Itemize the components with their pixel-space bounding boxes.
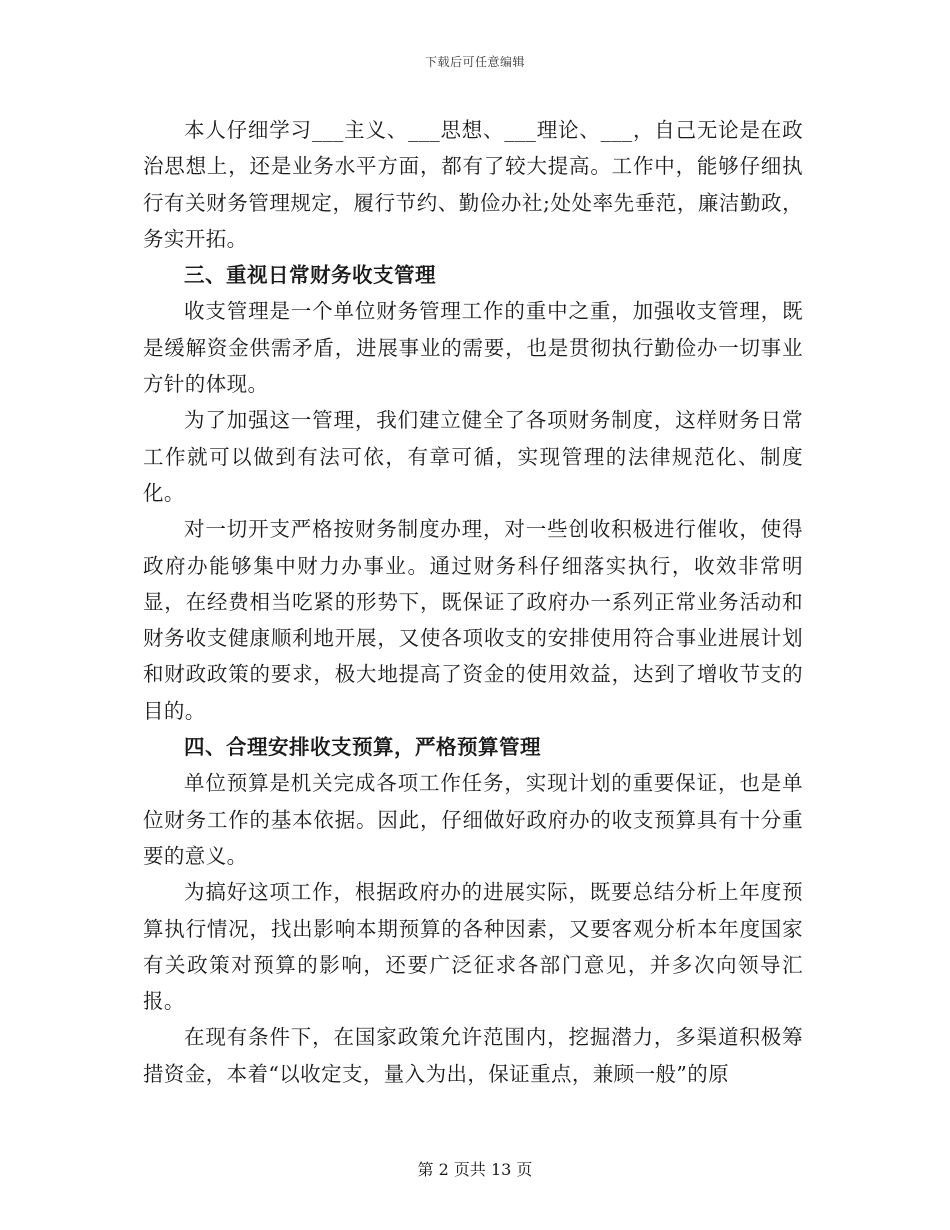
paragraph-budget: 单位预算是机关完成各项工作任务，实现计划的重要保证，也是单位财务工作的基本依据。因此，仔细做好政府办的收支预算具有十分重要的意义。 (143, 771, 803, 868)
page-number-footer: 第 2 页共 13 页 (417, 1160, 533, 1179)
paragraph-budget-work: 为搞好这项工作，根据政府办的进展实际，既要总结分析上年度预算执行情况，找出影响本期预算的各种因素，又要客观分析本年度国家有关政策对预算的影响，还要广泛征求各部门意见，并多次向领导汇报。 (143, 880, 803, 1014)
page-header-note: 下载后可任意编辑 (424, 55, 525, 69)
section-heading-4: 四、合理安排收支预算，严格预算管理 (184, 735, 541, 760)
document-body (143, 112, 803, 1092)
paragraph-funding: 在现有条件下，在国家政策允许范围内，挖掘潜力，多渠道积极筹措资金，本着“以收定支，量入为出，保证重点，兼顾一般”的原 (143, 1025, 803, 1086)
paragraph-study: 本人仔细学习___主义、___思想、___理论、___，自己无论是在政治思想上，还是业务水平方面，都有了较大提高。工作中，能够仔细执行有关财务管理规定，履行节约、勤俭办社;处处率先垂范，廉洁勤政，务实开拓。 (143, 118, 803, 251)
paragraph-spending: 对一切开支严格按财务制度办理，对一些创收积极进行催收，使得政府办能够集中财力办事业。通过财务科仔细落实执行，收效非常明显，在经费相当吃紧的形势下，既保证了政府办一系列正常业务活动和财务收支健康顺利地开展，又使各项收支的安排使用符合事业进展计划和财政政策的要求，极大地提高了资金的使用效益，达到了增收节支的目的。 (143, 517, 803, 723)
section-heading-3: 三、重视日常财务收支管理 (184, 263, 436, 288)
paragraph-system: 为了加强这一管理，我们建立健全了各项财务制度，这样财务日常工作就可以做到有法可依，有章可循，实现管理的法律规范化、制度化。 (143, 408, 803, 505)
paragraph-income-expense: 收支管理是一个单位财务管理工作的重中之重，加强收支管理，既是缓解资金供需矛盾，进展事业的需要，也是贯彻执行勤俭办一切事业方针的体现。 (143, 299, 803, 397)
